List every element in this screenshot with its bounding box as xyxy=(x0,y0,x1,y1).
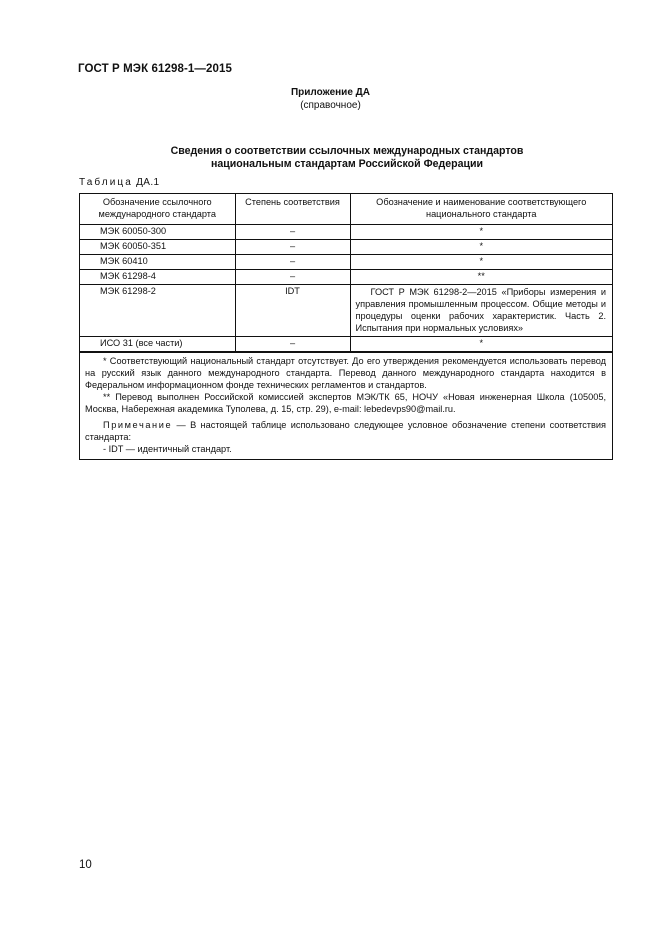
cell-national-standard: * xyxy=(350,225,612,240)
table-row xyxy=(80,337,612,352)
table-row xyxy=(80,240,612,255)
document-header: ГОСТ Р МЭК 61298-1—2015 xyxy=(78,63,232,75)
cell-national-standard: * xyxy=(350,240,612,255)
page-number: 10 xyxy=(79,859,92,871)
cell-national-standard: * xyxy=(350,337,612,352)
cell-international-standard: МЭК 60410 xyxy=(80,255,235,270)
column-header-international-standard: Обозначение ссылочного международного стандарта xyxy=(80,194,235,225)
footnote-single-asterisk: * Соответствующий национальный стандарт отсутствует. До его утверждения рекомендуется использовать перевод на русский язык данного международного стандарта. Перевод данного международного стандарта находится в Федеральном информационном фонде технических регламентов и стандартов. xyxy=(85,356,606,390)
cell-degree: IDT xyxy=(235,285,350,337)
note-idt-line: - IDT — идентичный стандарт. xyxy=(103,444,232,454)
table-header-row xyxy=(80,194,612,225)
table-note xyxy=(85,419,606,443)
table-row xyxy=(80,270,612,285)
appendix-subtitle: (справочное) xyxy=(300,99,361,111)
cell-international-standard: МЭК 60050-351 xyxy=(80,240,235,255)
cell-international-standard: МЭК 61298-2 xyxy=(80,285,235,337)
table-caption-word: Таблица xyxy=(79,177,133,188)
correspondence-table xyxy=(79,193,613,460)
cell-degree: – xyxy=(235,255,350,270)
cell-national-standard: * xyxy=(350,255,612,270)
cell-international-standard: МЭК 61298-4 xyxy=(80,270,235,285)
cell-degree: – xyxy=(235,337,350,352)
table-row xyxy=(80,225,612,240)
table-notes xyxy=(80,352,612,459)
cell-national-standard: ГОСТ Р МЭК 61298-2—2015 «Приборы измерения и управления промышленным процессом. Общие методы и процедуры оценки рабочих характеристик. Часть 2. Испытания при нормальных условиях» xyxy=(350,285,612,337)
cell-degree: – xyxy=(235,240,350,255)
cell-degree: – xyxy=(235,225,350,240)
note-label: Примечание xyxy=(103,420,173,430)
table-caption-number: ДА.1 xyxy=(136,177,160,188)
footnote-double-asterisk: ** Перевод выполнен Российской комиссией экспертов МЭК/ТК 65, НОЧУ «Новая инженерная Школа (105005, Москва, Набережная академика Туполева, д. 15, стр. 29), e-mail: lebedevps90@mail.ru. xyxy=(85,392,606,414)
column-header-national-standard: Обозначение и наименование соответствующего национального стандарта xyxy=(350,194,612,225)
cell-degree: – xyxy=(235,270,350,285)
table-caption xyxy=(79,177,160,188)
table-row xyxy=(80,285,612,337)
cell-international-standard: МЭК 60050-300 xyxy=(80,225,235,240)
appendix-title: Приложение ДА xyxy=(290,87,371,98)
cell-international-standard: ИСО 31 (все части) xyxy=(80,337,235,352)
note-text: — В настоящей таблице использовано следующее условное обозначение степени соответствия стандарта: xyxy=(85,420,606,442)
table-row xyxy=(80,255,612,270)
column-header-degree: Степень соответствия xyxy=(235,194,350,225)
section-title-line-2: национальным стандартам Российской Федерации xyxy=(210,158,484,170)
appendix-heading xyxy=(0,87,661,112)
section-title xyxy=(0,145,661,171)
cell-national-standard: ** xyxy=(350,270,612,285)
section-title-line-1: Сведения о соответствии ссылочных международных стандартов xyxy=(170,145,524,157)
